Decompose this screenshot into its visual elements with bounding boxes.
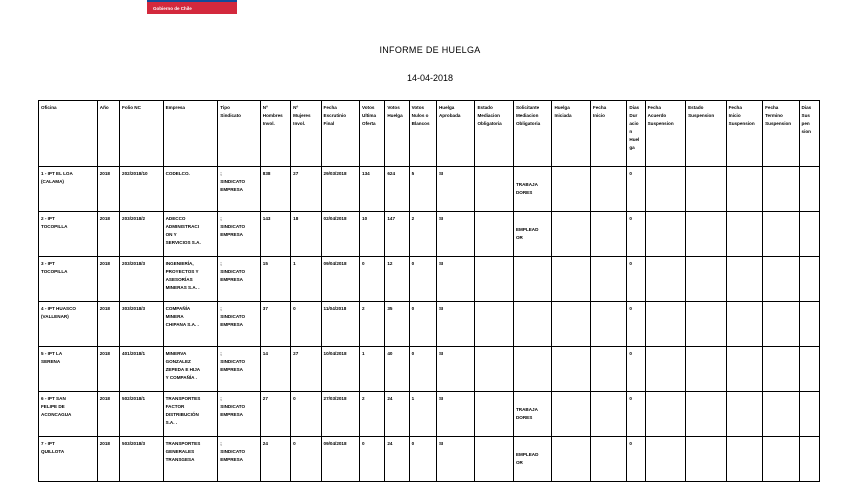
cell-dias-suspension (799, 347, 819, 392)
cell-anio: 2018 (97, 302, 119, 347)
table-row (39, 257, 820, 302)
cell-estado-mediacion (475, 302, 513, 347)
cell-empresa: TRANSPORTES GENERALES TRANSGESA (163, 437, 218, 482)
cell-estado-mediacion (475, 392, 513, 437)
col-solicitante-mediacion: Solicitante Mediacion Obligatoria (513, 101, 551, 167)
cell-empresa: INGENIERÍA, PROYECTOS Y ASESORÍAS MINERAS S.A. . (163, 257, 218, 302)
col-votos-huelga: Votos Huelga (385, 101, 409, 167)
cell-huelga-iniciada (552, 437, 590, 482)
cell-huelga-iniciada (552, 392, 590, 437)
col-fecha-termino-suspension: Fecha Termino Suspension (763, 101, 799, 167)
cell-fecha-termino-susp (763, 257, 799, 302)
cell-solicitante (513, 302, 551, 347)
cell-hombres: 143 (260, 212, 290, 257)
cell-votos-nulos: 5 (409, 167, 436, 212)
cell-mujeres: 0 (291, 302, 321, 347)
table-row (39, 392, 820, 437)
col-estado-mediacion: Estado Mediacion Obligatoria (475, 101, 513, 167)
cell-huelga-aprobada: SI (436, 347, 474, 392)
cell-anio: 2018 (97, 437, 119, 482)
cell-estado-mediacion (475, 257, 513, 302)
cell-hombres: 15 (260, 257, 290, 302)
cell-empresa: CODELCO. (163, 167, 218, 212)
cell-estado-suspension (686, 257, 727, 302)
cell-anio: 2018 (97, 212, 119, 257)
col-fecha-acuerdo: Fecha Acuerdo Suspension (645, 101, 686, 167)
cell-mujeres: 0 (291, 437, 321, 482)
cell-anio: 2018 (97, 167, 119, 212)
cell-dias-duracion: 0 (627, 212, 645, 257)
cell-tipo: ; SINDICATO EMPRESA (218, 392, 261, 437)
col-anio: Año (97, 101, 119, 167)
cell-solicitante: TRABAJA DORES (513, 167, 551, 212)
cell-oficina: 6 - IPT SAN FELIPE DE ACONCAGUA (39, 392, 98, 437)
cell-folio: 401/2018/1 (120, 347, 164, 392)
report-date: 14-04-2018 (406, 73, 454, 83)
cell-fecha-inicio-susp (726, 212, 762, 257)
cell-estado-mediacion (475, 347, 513, 392)
cell-fecha-acuerdo (645, 302, 686, 347)
cell-dias-suspension (799, 437, 819, 482)
cell-huelga-iniciada (552, 302, 590, 347)
cell-fecha-inicio (590, 212, 626, 257)
cell-folio: 502/2018/1 (120, 392, 164, 437)
cell-mujeres: 27 (291, 167, 321, 212)
cell-empresa: TRANSPORTES FACTOR DISTRIBUCIÓN S.A. . (163, 392, 218, 437)
cell-oficina: 5 - IPT LA SERENA (39, 347, 98, 392)
table-row (39, 212, 820, 257)
col-estado-suspension: Estado Suspension (686, 101, 727, 167)
cell-fecha-inicio (590, 302, 626, 347)
cell-fecha-inicio (590, 392, 626, 437)
table-body (39, 167, 820, 482)
report-title: INFORME DE HUELGA (379, 45, 481, 55)
cell-votos-huelga: 24 (385, 392, 409, 437)
cell-anio: 2018 (97, 347, 119, 392)
cell-fecha-acuerdo (645, 392, 686, 437)
cell-fecha-termino-susp (763, 302, 799, 347)
cell-fecha-escrutinio: 11/04/2018 (321, 302, 359, 347)
cell-fecha-termino-susp (763, 437, 799, 482)
col-dias-suspension: Dias Sus pen sion (799, 101, 819, 167)
col-votos-oferta: Votos Ultima Oferta (360, 101, 385, 167)
cell-dias-duracion: 0 (627, 392, 645, 437)
cell-huelga-aprobada: SI (436, 212, 474, 257)
cell-fecha-termino-susp (763, 347, 799, 392)
cell-fecha-escrutinio: 02/04/2018 (321, 212, 359, 257)
cell-empresa: COMPAÑÍA MINERA CHIPANA S.A. . (163, 302, 218, 347)
cell-mujeres: 1 (291, 257, 321, 302)
cell-oficina: 1 - IPT EL LOA (CALAMA) (39, 167, 98, 212)
cell-huelga-aprobada: SI (436, 392, 474, 437)
cell-hombres: 838 (260, 167, 290, 212)
cell-fecha-acuerdo (645, 212, 686, 257)
cell-fecha-inicio (590, 257, 626, 302)
cell-anio: 2018 (97, 257, 119, 302)
cell-mujeres: 27 (291, 347, 321, 392)
cell-oficina: 4 - IPT HUASCO (VALLENAR) (39, 302, 98, 347)
cell-fecha-termino-susp (763, 392, 799, 437)
cell-tipo: ; SINDICATO EMPRESA (218, 437, 261, 482)
cell-huelga-aprobada: SI (436, 302, 474, 347)
cell-fecha-escrutinio: 10/04/2018 (321, 347, 359, 392)
cell-hombres: 27 (260, 392, 290, 437)
cell-estado-mediacion (475, 212, 513, 257)
cell-dias-duracion: 0 (627, 347, 645, 392)
cell-hombres: 24 (260, 437, 290, 482)
cell-tipo: ; SINDICATO EMPRESA (218, 167, 261, 212)
cell-solicitante: EMPLEAD OR (513, 437, 551, 482)
cell-solicitante: EMPLEAD OR (513, 212, 551, 257)
cell-fecha-acuerdo (645, 437, 686, 482)
cell-votos-oferta: 1 (360, 347, 385, 392)
cell-fecha-inicio-susp (726, 392, 762, 437)
cell-votos-oferta: 0 (360, 257, 385, 302)
cell-fecha-escrutinio: 27/03/2018 (321, 392, 359, 437)
cell-huelga-aprobada: SI (436, 167, 474, 212)
cell-huelga-iniciada (552, 212, 590, 257)
cell-fecha-inicio-susp (726, 257, 762, 302)
cell-estado-suspension (686, 302, 727, 347)
cell-solicitante: TRABAJA DORES (513, 392, 551, 437)
cell-fecha-escrutinio: 09/04/2018 (321, 257, 359, 302)
col-folio: Folio NC (120, 101, 164, 167)
col-mujeres: Nº Mujeres Invol. (291, 101, 321, 167)
cell-votos-oferta: 10 (360, 212, 385, 257)
cell-anio: 2018 (97, 392, 119, 437)
cell-hombres: 14 (260, 347, 290, 392)
cell-fecha-acuerdo (645, 257, 686, 302)
cell-dias-suspension (799, 212, 819, 257)
cell-folio: 503/2018/3 (120, 437, 164, 482)
cell-fecha-inicio (590, 167, 626, 212)
cell-hombres: 37 (260, 302, 290, 347)
strike-report-table (38, 100, 820, 482)
cell-fecha-escrutinio: 29/03/2018 (321, 167, 359, 212)
cell-estado-suspension (686, 347, 727, 392)
col-oficina: Oficina (39, 101, 98, 167)
cell-dias-suspension (799, 392, 819, 437)
col-tipo-sindicato: Tipo Sindicato (218, 101, 261, 167)
col-hombres: Nº Hombres Invol. (260, 101, 290, 167)
cell-dias-suspension (799, 167, 819, 212)
cell-fecha-acuerdo (645, 167, 686, 212)
cell-huelga-iniciada (552, 257, 590, 302)
cell-tipo: ; SINDICATO EMPRESA (218, 347, 261, 392)
cell-fecha-inicio-susp (726, 437, 762, 482)
cell-votos-oferta: 134 (360, 167, 385, 212)
col-fecha-inicio: Fecha Inicio (590, 101, 626, 167)
cell-fecha-escrutinio: 09/04/2018 (321, 437, 359, 482)
col-fecha-inicio-suspension: Fecha Inicio Suspension (726, 101, 762, 167)
cell-fecha-inicio-susp (726, 347, 762, 392)
table-row (39, 347, 820, 392)
cell-estado-suspension (686, 167, 727, 212)
cell-fecha-inicio-susp (726, 302, 762, 347)
cell-solicitante (513, 347, 551, 392)
cell-estado-mediacion (475, 167, 513, 212)
cell-dias-duracion: 0 (627, 257, 645, 302)
cell-votos-huelga: 35 (385, 302, 409, 347)
cell-empresa: ADECCO ADMINISTRACI ON Y SERVICIOS S.A. (163, 212, 218, 257)
cell-oficina: 2 - IPT TOCOPILLA (39, 212, 98, 257)
table-row (39, 167, 820, 212)
cell-mujeres: 0 (291, 392, 321, 437)
col-votos-nulos: Votos Nulos o Blancos (409, 101, 436, 167)
cell-estado-suspension (686, 212, 727, 257)
cell-votos-huelga: 12 (385, 257, 409, 302)
cell-estado-mediacion (475, 437, 513, 482)
cell-votos-nulos: 0 (409, 302, 436, 347)
cell-dias-suspension (799, 257, 819, 302)
cell-fecha-acuerdo (645, 347, 686, 392)
cell-empresa: MINERVA GONZALEZ ZEPEDA E HIJA Y COMPAÑÍA . (163, 347, 218, 392)
cell-tipo: ; SINDICATO EMPRESA (218, 212, 261, 257)
cell-votos-oferta: 2 (360, 302, 385, 347)
table-row (39, 302, 820, 347)
cell-votos-nulos: 2 (409, 212, 436, 257)
cell-folio: 202/2018/10 (120, 167, 164, 212)
cell-huelga-aprobada: SI (436, 257, 474, 302)
cell-votos-huelga: 624 (385, 167, 409, 212)
cell-dias-duracion: 0 (627, 437, 645, 482)
logo-label: Gobierno de Chile (147, 2, 237, 14)
col-dias-duracion: Dias Dur acio n Huel ga (627, 101, 645, 167)
cell-folio: 203/2018/2 (120, 212, 164, 257)
table-row (39, 437, 820, 482)
cell-huelga-iniciada (552, 167, 590, 212)
cell-estado-suspension (686, 437, 727, 482)
cell-votos-nulos: 0 (409, 437, 436, 482)
cell-mujeres: 18 (291, 212, 321, 257)
cell-votos-huelga: 147 (385, 212, 409, 257)
cell-solicitante (513, 257, 551, 302)
cell-tipo: ; SINDICATO EMPRESA (218, 257, 261, 302)
cell-votos-nulos: 0 (409, 347, 436, 392)
cell-folio: 303/2018/3 (120, 302, 164, 347)
cell-votos-oferta: 2 (360, 392, 385, 437)
cell-fecha-inicio (590, 437, 626, 482)
header-row (39, 101, 820, 167)
cell-fecha-inicio (590, 347, 626, 392)
government-logo (147, 0, 237, 14)
cell-votos-oferta: 0 (360, 437, 385, 482)
cell-folio: 203/2018/3 (120, 257, 164, 302)
cell-dias-suspension (799, 302, 819, 347)
cell-fecha-inicio-susp (726, 167, 762, 212)
cell-dias-duracion: 0 (627, 167, 645, 212)
cell-huelga-aprobada: SI (436, 437, 474, 482)
col-huelga-iniciada: Huelga Iniciada (552, 101, 590, 167)
cell-dias-duracion: 0 (627, 302, 645, 347)
cell-votos-huelga: 40 (385, 347, 409, 392)
cell-oficina: 7 - IPT QUILLOTA (39, 437, 98, 482)
col-huelga-aprobada: Huelga Aprobada (436, 101, 474, 167)
col-fecha-escrutinio: Fecha Escrutinio Final (321, 101, 359, 167)
cell-fecha-termino-susp (763, 212, 799, 257)
col-empresa: Empresa (163, 101, 218, 167)
cell-votos-nulos: 1 (409, 392, 436, 437)
cell-estado-suspension (686, 392, 727, 437)
cell-tipo: ; SINDICATO EMPRESA (218, 302, 261, 347)
cell-huelga-iniciada (552, 347, 590, 392)
cell-votos-huelga: 24 (385, 437, 409, 482)
cell-votos-nulos: 0 (409, 257, 436, 302)
cell-oficina: 3 - IPT TOCOPILLA (39, 257, 98, 302)
cell-fecha-termino-susp (763, 167, 799, 212)
